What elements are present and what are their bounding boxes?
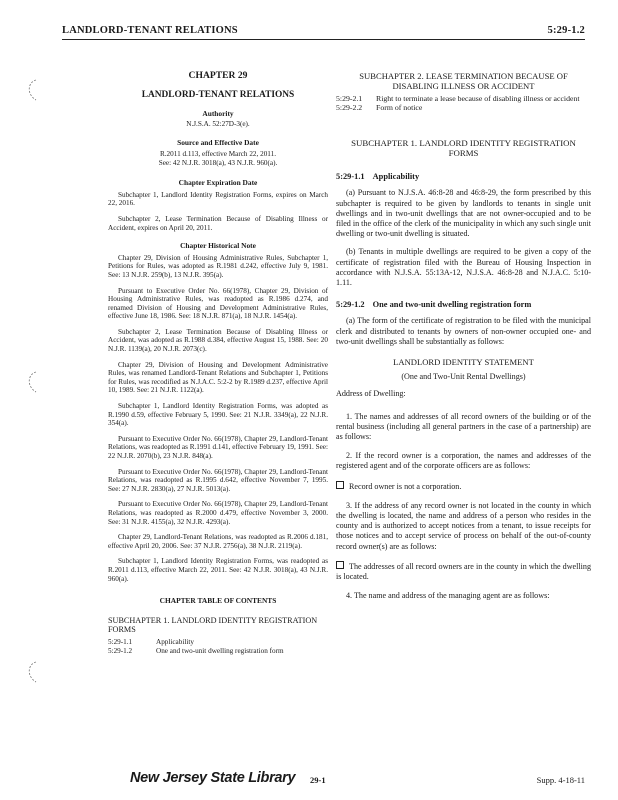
toc-entry xyxy=(336,94,591,103)
section-paragraph: (b) Tenants in multiple dwellings are required to be given a copy of the certificate of registration filed with the Bureau of Housing Inspection in accordance with N.J.S.A. 55:13A-12, N.J.S.A. 46:8-28 and N.J.A.C. 5:10-1.11. xyxy=(336,247,591,288)
source-text-2: See: 42 N.J.R. 3018(a), 43 N.J.R. 960(a). xyxy=(158,158,278,167)
page-footer xyxy=(130,770,585,790)
subchapter-2-heading: SUBCHAPTER 2. LEASE TERMINATION BECAUSE OF DISABLING ILLNESS OR ACCIDENT xyxy=(359,71,568,91)
toc-number: 5:29-2.2 xyxy=(336,103,363,113)
historical-note: Pursuant to Executive Order No. 66(1978), Chapter 29, Division of Housing Administrative Rules, was readopted as R.1986 d.274, and renamed Division of Housing and Development Administrative Rules, effective June 18, 1986. See: 18 N.J.R. 871(a), 18 N.J.R. 1454(a). xyxy=(108,286,328,321)
section-number: 5:29-1.2 xyxy=(336,300,365,310)
left-column xyxy=(108,72,328,655)
checkbox-label: The addresses of all record owners are in the county in which the dwelling is located. xyxy=(336,561,591,582)
toc-title: Applicability xyxy=(156,638,194,647)
toc-entry xyxy=(336,103,591,112)
form-item: 1. The names and addresses of all record owners of the building or of the rental business (including all general partners in the case of a partnership) are as follows: xyxy=(336,411,591,442)
checkbox-label: Record owner is not a corporation. xyxy=(349,481,462,491)
toc-number: 5:29-1.2 xyxy=(108,646,133,655)
form-item: 2. If the record owner is a corporation, the names and addresses of the registered agent and of the corporate officers are as follows: xyxy=(336,451,591,471)
historical-note: Chapter 29, Division of Housing Administrative Rules, Subchapter 1, Petitions for Rules, was adopted as R.1981 d.242, effective July 9, 1981. See: 13 N.J.R. 259(b), 13 N.J.R. 395(a). xyxy=(108,253,328,279)
section-paragraph: (a) The form of the certificate of registration to be filed with the municipal clerk and distributed to tenants by owners of non-owner occupied one- and two-unit dwellings shall be substantially as follows: xyxy=(336,316,591,346)
historical-note: Subchapter 2, Lease Termination Because of Disabling Illness or Accident, was adopted as R.1988 d.384, effective August 15, 1988. See: 20 N.J.R. 1139(a), 20 N.J.R. 2073(c). xyxy=(108,327,328,354)
form-item: 3. If the address of any record owner is not located in the county in which the dwelling is located, the name and address of a person who resides in the county and is authorized to accept notices from a tenant, to issue receipts for those notices and to accept service of process on behalf of the out-of-county record owner(s) are as follows: xyxy=(336,500,591,551)
right-column xyxy=(336,72,591,601)
section-heading xyxy=(336,172,591,182)
toc-title: Form of notice xyxy=(376,103,423,113)
source-heading: Source and Effective Date xyxy=(177,138,259,148)
chapter-title: LANDLORD-TENANT RELATIONS xyxy=(141,89,295,100)
checkbox-row xyxy=(336,561,591,582)
source-text: R.2011 d.113, effective March 22, 2011. xyxy=(159,149,277,158)
toc-title: One and two-unit dwelling registration form xyxy=(156,646,284,655)
authority-heading: Authority xyxy=(202,109,234,119)
section-paragraph: (a) Pursuant to N.J.S.A. 46:8-28 and 46:8-29, the form prescribed by this subchapter is required to be given by landlords to tenants in single unit dwellings and in two-unit dwellings that are not owner-occupied and to be filed in the office of the clerk of the municipality in which any such single unit dwelling or two-unit dwelling is situated. xyxy=(336,188,591,239)
header-title: LANDLORD-TENANT RELATIONS xyxy=(62,25,238,36)
form-field-address: Address of Dwelling: xyxy=(336,389,406,399)
checkbox-icon xyxy=(336,481,344,489)
expiration-heading: Chapter Expiration Date xyxy=(178,178,258,188)
running-header xyxy=(62,25,585,39)
historical-note: Pursuant to Executive Order No. 66(1978), Chapter 29, Landlord-Tenant Relations, was readopted as R.1991 d.141, effective February 19, 1991. See: 22 N.J.R. 2070(b), 23 N.J.R. 848(a). xyxy=(108,434,328,460)
form-subtitle: (One and Two-Unit Rental Dwellings) xyxy=(401,372,526,382)
expiration-paragraph: Subchapter 1, Landlord Identity Registration Forms, expires on March 22, 2016. xyxy=(108,190,328,208)
section-title: Applicability xyxy=(372,172,420,182)
form-item: 4. The name and address of the managing agent are as follows: xyxy=(346,591,550,601)
historical-note: Chapter 29, Landlord-Tenant Relations, was readopted as R.2006 d.181, effective April 20, 2006. See: 37 N.J.R. 2756(a), 38 N.J.R. 2119(a). xyxy=(108,533,328,550)
header-section: 5:29-1.2 xyxy=(547,25,585,36)
authority-text: N.J.S.A. 52:27D-3(e). xyxy=(186,119,250,128)
historical-note-heading: Chapter Historical Note xyxy=(180,241,256,251)
punch-hole-mark xyxy=(22,78,42,102)
section-title: One and two-unit dwelling registration form xyxy=(372,300,532,310)
expiration-paragraph: Subchapter 2, Lease Termination Because of Disabling Illness or Accident, expires on April 20, 2011. xyxy=(108,214,328,232)
checkbox-icon xyxy=(336,561,344,569)
library-logo: New Jersey State Library xyxy=(130,770,296,786)
historical-note: Pursuant to Executive Order No. 66(1978), Chapter 29, Landlord-Tenant Relations, was readopted as R.2000 d.479, effective November 3, 2000. See: 31 N.J.R. 4155(a), 32 N.J.R. 4293(a). xyxy=(108,500,328,526)
historical-note: Chapter 29, Division of Housing and Development Administrative Rules, was renamed Landlord-Tenant Relations and Subchapter 1, Petitions for Rules, was recodified as N.J.A.C. 5:2-2 by R.1989 d.237, effective April 10, 1989. See: 21 N.J.R. 1122(a). xyxy=(108,360,328,395)
historical-note: Pursuant to Executive Order No. 66(1978), Chapter 29, Landlord-Tenant Relations, was readopted as R.1995 d.642, effective November 7, 1995. See: 27 N.J.R. 2830(a), 27 N.J.R. 5013(a). xyxy=(108,467,328,493)
punch-hole-mark xyxy=(22,370,42,394)
toc-heading: CHAPTER TABLE OF CONTENTS xyxy=(159,596,277,606)
toc-subchapter: SUBCHAPTER 1. LANDLORD IDENTITY REGISTRATION FORMS xyxy=(108,615,318,634)
section-number: 5:29-1.1 xyxy=(336,172,365,182)
header-rule xyxy=(62,39,585,40)
historical-note: Subchapter 1, Landlord Identity Registration Forms, was readopted as R.2011 d.113, effective March 22, 2011. See: 42 N.J.R. 3018(a), 43 N.J.R. 960(a). xyxy=(108,557,328,583)
page-number: 29-1 xyxy=(310,775,326,785)
section-heading xyxy=(336,300,591,310)
toc-title: Right to terminate a lease because of disabling illness or accident xyxy=(376,94,580,104)
checkbox-row xyxy=(336,481,591,492)
toc-entry xyxy=(108,638,328,646)
historical-note: Subchapter 1, Landlord Identity Registration Forms, was adopted as R.1990 d.59, effective February 5, 1990. See: 21 N.J.R. 3349(a), 22 N.J.R. 354(a). xyxy=(108,402,328,428)
form-title: LANDLORD IDENTITY STATEMENT xyxy=(393,357,534,368)
supplement-date: Supp. 4-18-11 xyxy=(536,775,585,785)
chapter-number: CHAPTER 29 xyxy=(188,70,248,81)
toc-number: 5:29-2.1 xyxy=(336,94,363,104)
punch-hole-mark xyxy=(22,660,42,684)
toc-entry xyxy=(108,647,328,655)
toc-number: 5:29-1.1 xyxy=(108,638,133,647)
subchapter-1-heading: SUBCHAPTER 1. LANDLORD IDENTITY REGISTRATION FORMS xyxy=(351,138,576,159)
